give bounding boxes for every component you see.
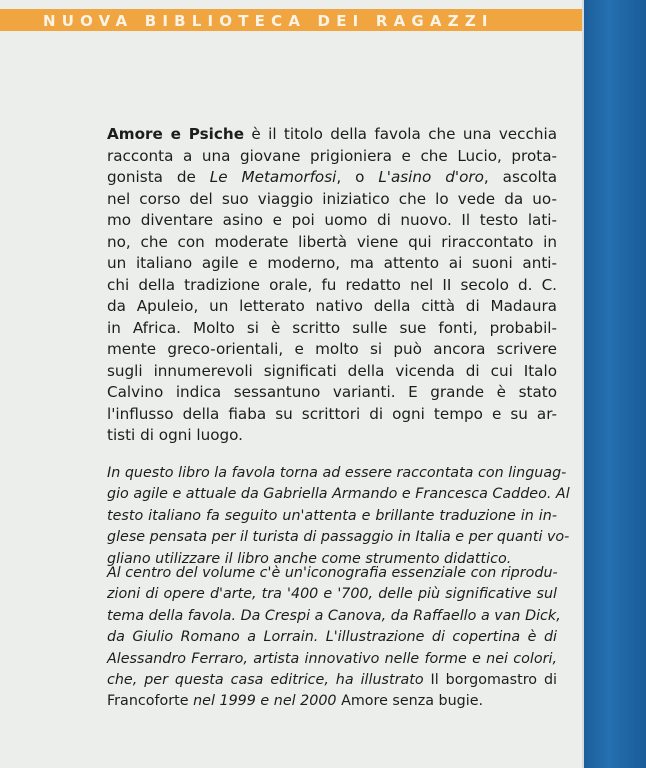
text-line bbox=[107, 606, 561, 627]
text-span: L'asino d'oro bbox=[378, 168, 484, 186]
text-line bbox=[107, 318, 557, 340]
text-span: Calvino indica sessantuno varianti. E grande è stato bbox=[107, 383, 557, 401]
text-span: In questo libro la favola torna ad essere raccontata con linguag- bbox=[107, 465, 567, 481]
text-span: gio agile e attuale da Gabriella Armando e Francesca Caddeo. Al bbox=[107, 486, 570, 503]
book-spine bbox=[584, 0, 646, 768]
text-span: da Apuleio, un letterato nativo della città di Madaura bbox=[107, 297, 557, 315]
text-line bbox=[107, 484, 570, 505]
text-line bbox=[107, 296, 557, 318]
text-span: Le Metamorfosi bbox=[209, 168, 337, 186]
text-span: Al centro del volume c'è un'iconografia essenziale con riprodu- bbox=[107, 565, 558, 581]
text-line bbox=[107, 124, 557, 146]
text-span: sugli innumerevoli significati della vicenda di cui Italo bbox=[107, 361, 557, 380]
text-line bbox=[107, 339, 557, 361]
text-span: tema della favola. Da Crespi a Canova, da Raffaello a van Dick, bbox=[107, 607, 561, 624]
text-line bbox=[107, 361, 557, 383]
text-line bbox=[107, 563, 557, 584]
edition-paragraph bbox=[107, 463, 570, 570]
text-span: Alessandro Ferraro, artista innovativo nelle forme e nei colori, bbox=[107, 650, 557, 667]
text-line bbox=[107, 210, 557, 232]
text-span: nel corso del suo viaggio iniziatico che lo vede da uo- bbox=[107, 189, 557, 208]
book-title-bold: Amore e Psiche bbox=[107, 125, 245, 143]
text-line bbox=[107, 253, 557, 275]
text-span: chi della tradizione orale, fu redatto nel II secolo d. C. bbox=[107, 275, 557, 294]
text-span: gliano utilizzare il libro anche come strumento didattico. bbox=[107, 550, 512, 567]
text-line bbox=[107, 584, 557, 605]
text-span: testo italiano fa seguito un'attenta e brillante traduzione in in- bbox=[107, 507, 557, 524]
synopsis-paragraph bbox=[107, 124, 557, 447]
text-line bbox=[107, 691, 557, 712]
text-span: gonista de bbox=[107, 168, 210, 186]
text-line bbox=[107, 649, 557, 670]
text-line bbox=[107, 506, 557, 527]
text-span: mo diventare asino e poi uomo di nuovo. Il testo lati- bbox=[107, 211, 557, 229]
text-span: tisti di ogni luogo. bbox=[107, 426, 244, 444]
text-line bbox=[107, 404, 557, 426]
text-span: che, per questa casa editrice, ha illustrato bbox=[107, 671, 431, 688]
text-span: da Giulio Romano a Lorrain. L'illustrazione di copertina è di bbox=[107, 629, 557, 646]
text-line bbox=[107, 167, 557, 189]
text-line bbox=[107, 463, 567, 484]
text-line bbox=[107, 670, 557, 691]
text-span: un italiano agile e moderno, ma attento ai suoni anti- bbox=[107, 254, 557, 272]
text-span: mente greco-orientali, e molto si può ancora scrivere bbox=[107, 340, 557, 358]
text-line bbox=[107, 275, 557, 297]
text-span: Francoforte bbox=[107, 693, 194, 710]
text-span: glese pensata per il turista di passaggio in Italia e per quanti vo- bbox=[107, 529, 570, 546]
text-span: Il borgomastro di bbox=[430, 671, 557, 688]
text-span: è il titolo della favola che una vecchia bbox=[244, 125, 558, 143]
text-span: , o bbox=[336, 168, 379, 186]
text-line bbox=[107, 189, 557, 211]
text-line bbox=[107, 232, 557, 254]
text-span: in Africa. Molto si è scritto sulle sue fonti, probabil- bbox=[107, 318, 557, 337]
iconography-paragraph bbox=[107, 563, 561, 713]
text-span: zioni di opere d'arte, tra '400 e '700, delle più significative sul bbox=[107, 586, 557, 603]
text-span: no, che con moderate libertà viene qui riraccontato in bbox=[107, 232, 557, 251]
text-span: Amore senza bugie. bbox=[341, 693, 484, 710]
text-line bbox=[107, 146, 557, 168]
text-line bbox=[107, 527, 570, 548]
text-span: racconta a una giovane prigioniera e che Lucio, prota- bbox=[107, 146, 557, 165]
text-line bbox=[107, 425, 557, 447]
series-title: NUOVA BIBLIOTECA DEI RAGAZZI bbox=[43, 12, 494, 30]
text-line bbox=[107, 382, 557, 404]
text-span: l'influsso della fiaba su scrittori di ogni tempo e su ar- bbox=[107, 404, 557, 423]
text-span: nel 1999 e nel 2000 bbox=[193, 693, 342, 710]
text-span: , ascolta bbox=[483, 168, 558, 186]
text-line bbox=[107, 627, 557, 648]
